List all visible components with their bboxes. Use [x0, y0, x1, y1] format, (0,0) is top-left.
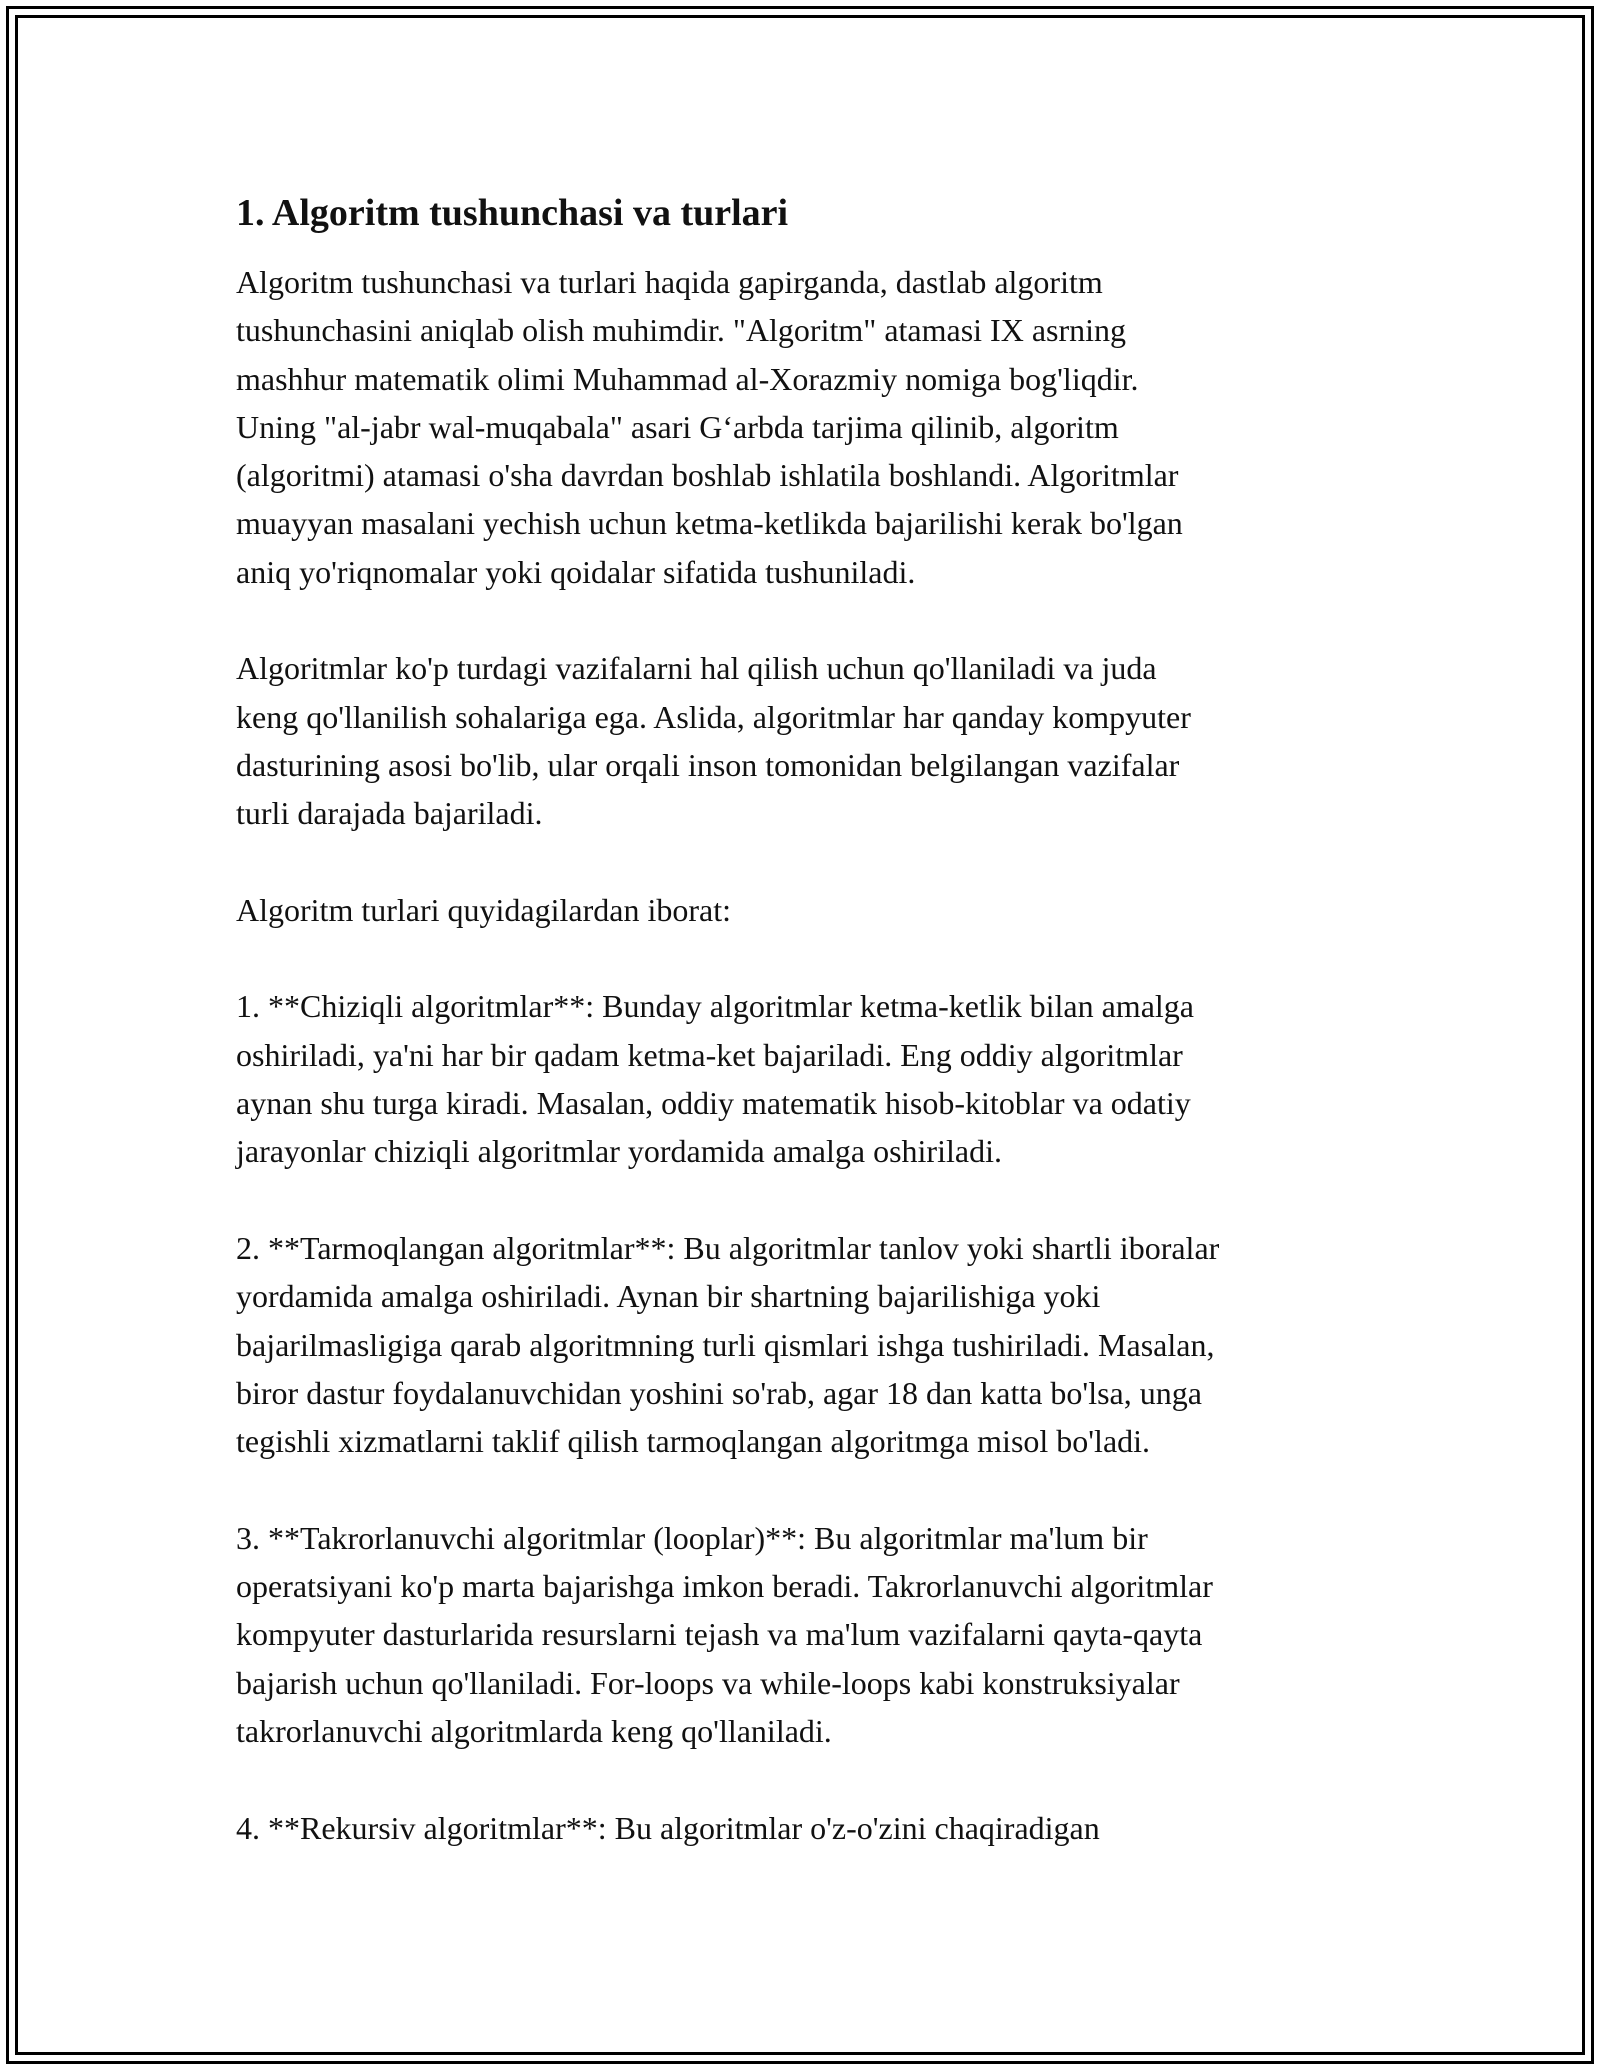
document-body [236, 186, 1386, 1852]
paragraph-types-intro: Algoritm turlari quyidagilardan iborat: [236, 891, 731, 928]
list-item-recursive-algorithms: 4. **Rekursiv algoritmlar**: Bu algoritmlar o'z-o'zini chaqiradigan [236, 1809, 1100, 1846]
list-item-branching-algorithms: 2. **Tarmoqlangan algoritmlar**: Bu algoritmlar tanlov yoki shartli iboralar yordamida amalga oshiriladi. Aynan bir shartning bajarilishiga yoki bajarilmasligiga qarab algoritmning turli qismlari ishga tushiriladi. Masalan, biror dastur foydalanuvchidan yoshini so'rab, agar 18 dan katta bo'lsa, unga tegishli xizmatlarni taklif qilish tarmoqlangan algoritmga misol bo'ladi. [236, 1229, 1220, 1460]
section-heading: 1. Algoritm tushunchasi va turlari [236, 192, 789, 234]
list-item-linear-algorithms: 1. **Chiziqli algoritmlar**: Bunday algoritmlar ketma-ketlik bilan amalga oshiriladi, ya'ni har bir qadam ketma-ket bajariladi. Eng oddiy algoritmlar aynan shu turga kiradi. Masalan, oddiy matematik hisob-kitoblar va odatiy jarayonlar chiziqli algoritmlar yordamida amalga oshiriladi. [236, 988, 1194, 1170]
list-item-loop-algorithms: 3. **Takrorlanuvchi algoritmlar (looplar)**: Bu algoritmlar ma'lum bir operatsiyani ko'p marta bajarishga imkon beradi. Takrorlanuvchi algoritmlar kompyuter dasturlarida resurslarni tejash va ma'lum vazifalarni qayta-qayta bajarish uchun qo'llaniladi. For-loops va while-loops kabi konstruksiyalar takrorlanuvchi algoritmlarda keng qo'llaniladi. [236, 1519, 1213, 1749]
paragraph-algorithm-definition: Algoritm tushunchasi va turlari haqida gapirganda, dastlab algoritm tushunchasini aniqlab olish muhimdir. "Algoritm" atamasi IX asrning mashhur matematik olimi Muhammad al-Xorazmiy nomiga bog'liqdir. Uning "al-jabr wal-muqabala" asari G‘arbda tarjima qilinib, algoritm (algoritmi) atamasi o'sha davrdan boshlab ishlatila boshlandi. Algoritmlar muayyan masalani yechish uchun ketma-ketlikda bajarilishi kerak bo'lgan aniq yo'riqnomalar yoki qoidalar sifatida tushuniladi. [236, 264, 1183, 590]
paragraph-algorithm-usage: Algoritmlar ko'p turdagi vazifalarni hal qilish uchun qo'llaniladi va juda keng qo'llanilish sohalariga ega. Aslida, algoritmlar har qanday kompyuter dasturining asosi bo'lib, ular orqali inson tomonidan belgilangan vazifalar turli darajada bajariladi. [236, 650, 1191, 832]
